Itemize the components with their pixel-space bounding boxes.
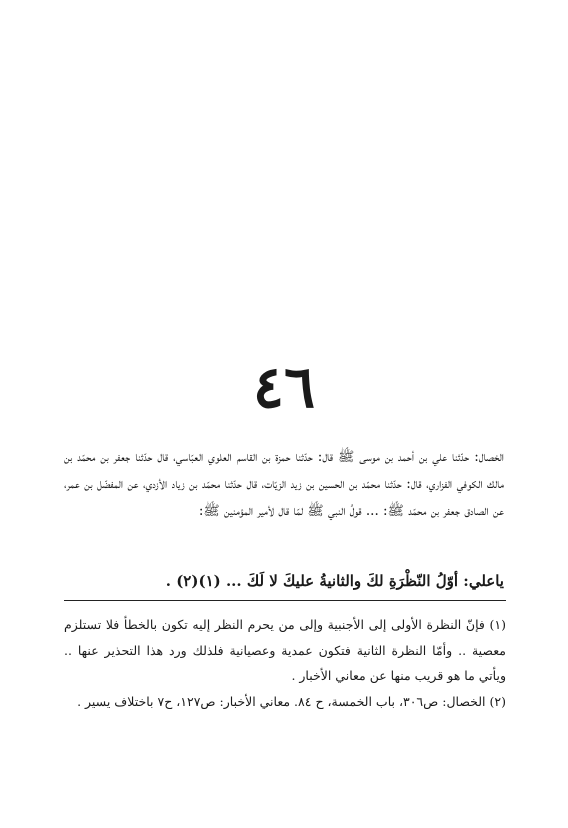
footnote-2: (٢) الخصال: ص٣٠٦، باب الخمسة، ح ٨٤. معاني الأخبار: ص١٢٧، ح٧ باختلاف يسير . [77, 693, 506, 709]
footnote-divider [64, 600, 506, 601]
hadith-chain-paragraph: الخصال: حدّثنا علي بن أحمد بن موسى ﷺ قال: حدّثنا حمزة بن القاسم العلوي العبّاسي، قال حدّثنا جعفر بن محمّد بن مالك الكوفي الفزاري، قال: حدّثنا محمّد بن الحسين بن زيد الزيّات، قال حدّثنا محمّد بن زياد الأزدي، عن المفضّل بن عمر، عن الصادق جعفر بن محمّد ﷺ: ... قولُ النبي ﷺ لمّا قال لأمير المؤمنين ﷺ: [64, 449, 504, 519]
hadith-text: ياعلي: أوّلُ النّظْرَةِ لكَ والثانيةُ عليكَ لا لَكَ ... (١)(٢) . [165, 572, 504, 590]
footnotes [64, 612, 506, 714]
hadith-number: ٤٦ [252, 353, 316, 421]
footnote-1: (١) فإنّ النظرة الأولى إلى الأجنبية وإلى من يحرم النظر إليه تكون بالخطأ فلا تستلزم معصية .. وأمّا النظرة الثانية فتكون عمدية وعصيانية فلذلك ورد هذا التحذير عنها .. ويأتي ما هو قريب منها عن معاني الأخبار . [64, 617, 506, 683]
hadith-chain-text [64, 444, 504, 525]
